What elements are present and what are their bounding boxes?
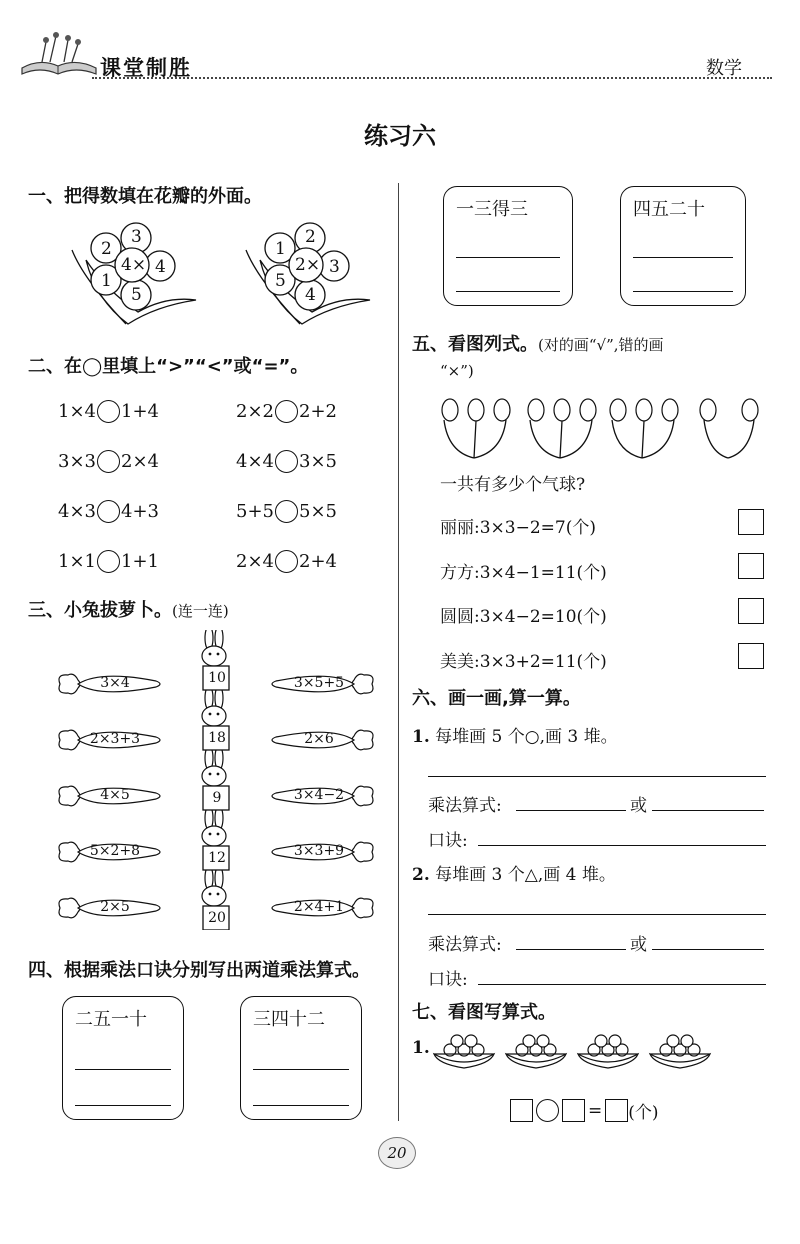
check-box[interactable] (738, 598, 764, 624)
compare-item (58, 450, 159, 473)
carrot-right-label[interactable]: 2×4+1 (293, 899, 345, 915)
compare-right: 5×5 (299, 501, 337, 522)
answer-option: 丽丽:3×3−2=7(个) (440, 518, 596, 538)
answer-option: 圆圆:3×4−2=10(个) (440, 607, 607, 627)
blank-box[interactable] (605, 1099, 628, 1122)
section-5-note: (对的画“√”,错的画 (538, 336, 664, 354)
question-2-text: 每堆画 3 个△,画 4 堆。 (435, 865, 616, 885)
mul-label: 乘法算式: (428, 935, 502, 955)
rhyme-label: 口诀: (428, 831, 468, 851)
operator-circle[interactable] (536, 1099, 559, 1122)
carrot-left-label[interactable]: 4×5 (100, 787, 130, 803)
answer-circle[interactable] (275, 450, 298, 473)
apple-plates-graphic (432, 1030, 732, 1074)
flower-2-petal: 2 (305, 227, 316, 247)
compare-item (58, 500, 159, 523)
rhyme-card-label: 四五二十 (633, 199, 705, 220)
section-1-heading: 一、把得数填在花瓣的外面。 (28, 186, 262, 207)
equation-blanks (510, 1098, 659, 1123)
answer-option: 方方:3×4−1=11(个) (440, 563, 607, 583)
carrot-left-label[interactable]: 2×5 (100, 899, 130, 915)
compare-left: 4×4 (236, 451, 274, 472)
answer-line[interactable] (253, 1069, 349, 1070)
compare-right: 1+1 (121, 551, 159, 572)
question-7-1-number: 1. (412, 1038, 430, 1058)
answer-line[interactable] (456, 291, 560, 292)
answer-line[interactable] (253, 1105, 349, 1106)
flower-1-petal: 1 (101, 271, 112, 291)
answer-line[interactable] (652, 949, 764, 950)
compare-left: 3×3 (58, 451, 96, 472)
flower-1-petal: 5 (131, 285, 142, 305)
draw-line[interactable] (428, 776, 766, 777)
header-subject: 数学 (706, 58, 742, 79)
answer-line[interactable] (478, 984, 766, 985)
rabbit-number[interactable]: 10 (208, 670, 226, 686)
section-2-heading: 二、在◯里填上“>”“<”或“=”。 (28, 356, 309, 377)
or-label: 或 (630, 796, 647, 816)
flower-1-petal: 3 (131, 227, 142, 247)
section-5-heading (412, 330, 664, 356)
compare-left: 4×3 (58, 501, 96, 522)
carrot-left-label[interactable]: 5×2+8 (89, 843, 141, 859)
page-number: 20 (378, 1137, 416, 1169)
rhyme-label: 口诀: (428, 970, 468, 990)
flower-2-petal: 4 (305, 285, 316, 305)
flower-2-petal: 1 (275, 239, 286, 259)
rabbit-number[interactable]: 9 (212, 790, 222, 806)
draw-line[interactable] (428, 914, 766, 915)
answer-circle[interactable] (97, 500, 120, 523)
carrot-left-label[interactable]: 3×4 (100, 675, 130, 691)
carrot-left-label[interactable]: 2×3+3 (89, 731, 141, 747)
compare-left: 2×4 (236, 551, 274, 572)
answer-circle[interactable] (97, 550, 120, 573)
compare-item (236, 550, 337, 573)
rhyme-card-label: 二五一十 (75, 1009, 147, 1030)
unit-label: (个) (628, 1103, 659, 1123)
answer-circle[interactable] (275, 400, 298, 423)
section-4-heading: 四、根据乘法口诀分别写出两道乘法算式。 (28, 960, 370, 981)
answer-line[interactable] (516, 949, 626, 950)
answer-option: 美美:3×3+2=11(个) (440, 652, 607, 672)
compare-right: 2×4 (121, 451, 159, 472)
flower-2-petal: 5 (275, 271, 286, 291)
compare-left: 1×1 (58, 551, 96, 572)
carrot-right-label[interactable]: 3×3+9 (293, 843, 345, 859)
compare-item (58, 550, 159, 573)
carrot-right-label[interactable]: 3×4−2 (293, 787, 345, 803)
answer-line[interactable] (456, 257, 560, 258)
answer-line[interactable] (633, 291, 733, 292)
section-3-title: 三、小兔拔萝卜。 (28, 600, 172, 621)
check-box[interactable] (738, 509, 764, 535)
question-1-text: 每堆画 5 个○,画 3 堆。 (435, 727, 618, 747)
answer-line[interactable] (652, 810, 764, 811)
header-title: 课堂制胜 (100, 56, 192, 80)
rhyme-card-label: 一三得三 (456, 199, 528, 220)
section-7-heading: 七、看图写算式。 (412, 1002, 556, 1023)
equals-sign: = (588, 1100, 603, 1121)
compare-right: 1+4 (121, 401, 159, 422)
blank-box[interactable] (562, 1099, 585, 1122)
check-box[interactable] (738, 553, 764, 579)
flower-1-center: 4× (121, 255, 147, 275)
compare-item (236, 450, 337, 473)
rabbit-number[interactable]: 12 (208, 850, 226, 866)
question-2-number: 2. (412, 865, 430, 885)
rhyme-card (443, 186, 573, 306)
check-box[interactable] (738, 643, 764, 669)
rhyme-card-label: 三四十二 (253, 1009, 325, 1030)
answer-circle[interactable] (275, 500, 298, 523)
balloons-graphic (438, 396, 778, 466)
section-5-note-cont: “×”) (440, 362, 474, 380)
compare-left: 2×2 (236, 401, 274, 422)
rabbit-number[interactable]: 18 (208, 730, 226, 746)
rabbit-number[interactable]: 20 (208, 910, 226, 926)
blank-box[interactable] (510, 1099, 533, 1122)
mul-label: 乘法算式: (428, 796, 502, 816)
flower-2-center: 2× (295, 255, 321, 275)
page-title: 练习六 (364, 122, 436, 150)
carrot-right-label[interactable]: 3×5+5 (293, 675, 345, 691)
question-2 (412, 860, 616, 885)
flower-1-petal: 2 (101, 239, 112, 259)
answer-line[interactable] (75, 1105, 171, 1106)
carrot-right-label[interactable]: 2×6 (304, 731, 334, 747)
answer-circle[interactable] (275, 550, 298, 573)
section-3-note: (连一连) (172, 602, 229, 620)
or-label: 或 (630, 935, 647, 955)
answer-line[interactable] (75, 1069, 171, 1070)
rhyme-card (620, 186, 746, 306)
flower-1-petal: 4 (155, 257, 166, 277)
section-6-heading: 六、画一画,算一算。 (412, 688, 581, 709)
answer-line[interactable] (516, 810, 626, 811)
rhyme-card (62, 996, 184, 1120)
answer-line[interactable] (633, 257, 733, 258)
compare-right: 2+4 (299, 551, 337, 572)
compare-right: 2+2 (299, 401, 337, 422)
header-rule (92, 77, 772, 79)
section-3-heading (28, 596, 229, 622)
compare-item (58, 400, 159, 423)
answer-circle[interactable] (97, 450, 120, 473)
flower-2-petal: 3 (329, 257, 340, 277)
header-logo-icon (18, 28, 100, 80)
question-1 (412, 722, 618, 747)
section-5-question: 一共有多少个气球? (440, 475, 586, 495)
compare-item (236, 400, 337, 423)
answer-circle[interactable] (97, 400, 120, 423)
answer-line[interactable] (478, 845, 766, 846)
compare-item (236, 500, 337, 523)
compare-right: 3×5 (299, 451, 337, 472)
section-5-title: 五、看图列式。 (412, 334, 538, 355)
question-1-number: 1. (412, 727, 430, 747)
rhyme-card (240, 996, 362, 1120)
compare-left: 1×4 (58, 401, 96, 422)
compare-right: 4+3 (121, 501, 159, 522)
compare-left: 5+5 (236, 501, 274, 522)
